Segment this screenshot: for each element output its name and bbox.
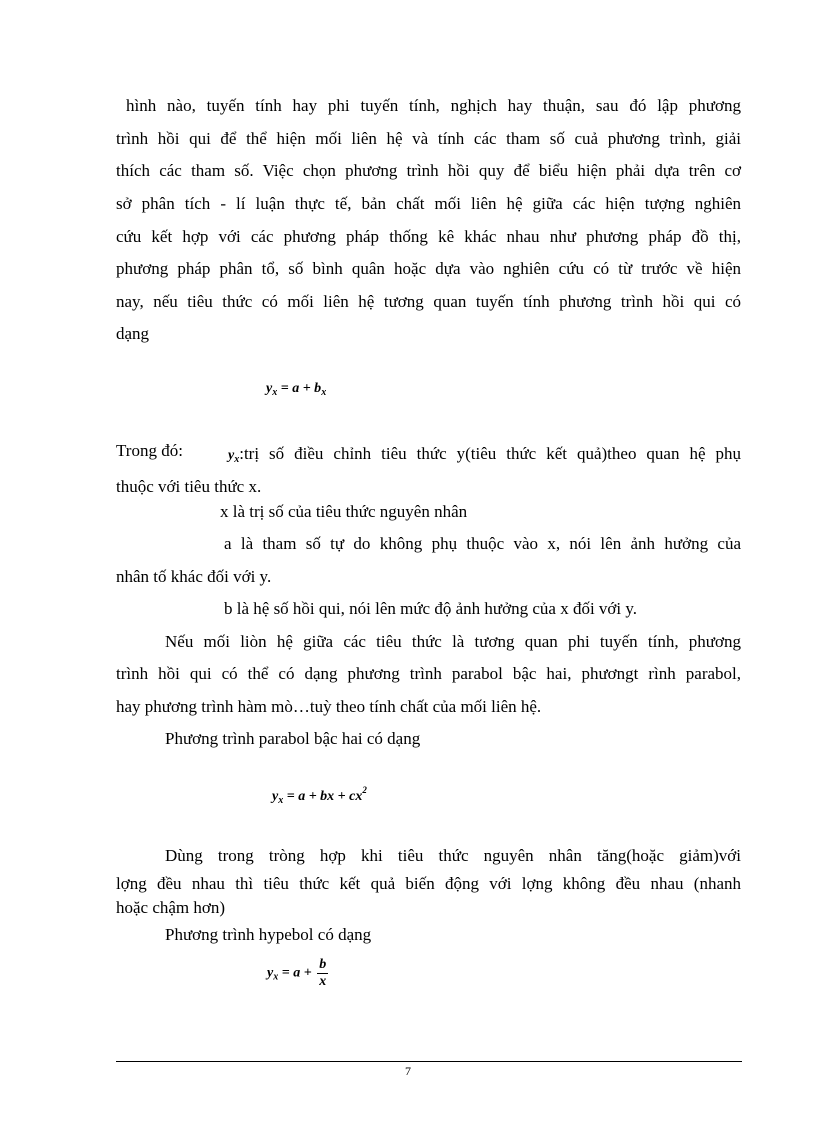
paragraph-line: trình hồi qui để thể hiện mối liên hệ và tính các tham số cuả phương trình, giải bbox=[116, 129, 741, 148]
b-definition: b là hệ số hồi qui, nói lên mức độ ảnh hưởng của x đối với y. bbox=[224, 599, 638, 618]
paragraph-line: hình nào, tuyến tính hay phi tuyến tính, nghịch hay thuận, sau đó lập phương bbox=[126, 96, 741, 115]
paragraph-line: hay phương trình hàm mò…tuỳ theo tính chất của mối liên hệ. bbox=[116, 697, 542, 716]
footer-divider bbox=[116, 1061, 742, 1062]
a-definition: a là tham số tự do không phụ thuộc vào x, nói lên ảnh hưởng của bbox=[224, 534, 741, 553]
paragraph-line: Nếu mối liòn hệ giữa các tiêu thức là tương quan phi tuyến tính, phương bbox=[165, 632, 741, 651]
formula-linear: $y_x = a + b_x$ bbox=[266, 381, 327, 398]
fraction: $\frac{b}{x}$ bbox=[319, 957, 327, 989]
formula-parabol: $y_x = a$ + bx + $cx^2$ bbox=[272, 785, 367, 806]
paragraph-line: phương pháp phân tổ, số bình quân hoặc dựa vào nghiên cứu có từ trước về hiện bbox=[116, 259, 741, 278]
x-definition: x là trị số của tiêu thức nguyên nhân bbox=[220, 502, 468, 521]
paragraph-line: sở phân tích - lí luận thực tế, bản chất mối liên hệ giữa các hiện tượng nghiên bbox=[116, 194, 741, 213]
formula-hypebol: $y_x = a$ + $\frac{b}{x}$ bbox=[267, 957, 327, 989]
page-number: 7 bbox=[405, 1064, 411, 1078]
symbol-yx: $y_x$ bbox=[228, 448, 240, 465]
trong-do-line1: $y_x:trị$ số điều chỉnh tiêu thức y(tiêu thức kết quả)theo quan hệ phụ bbox=[228, 444, 741, 465]
hypebol-intro: Phương trình hypebol có dạng bbox=[165, 925, 372, 944]
paragraph-line: cứu kết hợp với các phương pháp thống kê khác nhau như phương pháp đồ thị, bbox=[116, 227, 741, 246]
paragraph-line: nay, nếu tiêu thức có mối liên hệ tương quan tuyến tính phương trình hồi qui có bbox=[116, 292, 741, 311]
paragraph-line: thích các tham số. Việc chọn phương trình hồi quy để biểu hiện phải dựa trên cơ bbox=[116, 161, 741, 180]
paragraph-line: lợng đều nhau thì tiêu thức kết quả biến động với lợng không đều nhau (nhanh bbox=[116, 874, 741, 893]
paragraph-line: hoặc chậm hơn) bbox=[116, 898, 226, 917]
paragraph-line: trình hồi qui có thể có dạng phương trình parabol bậc hai, phươngt rình parabol, bbox=[116, 664, 741, 683]
trong-do-line2: thuộc với tiêu thức x. bbox=[116, 477, 262, 496]
a-definition-cont: nhân tố khác đối với y. bbox=[116, 567, 272, 586]
parabol-intro: Phương trình parabol bậc hai có dạng bbox=[165, 729, 421, 748]
trong-do-label: Trong đó: bbox=[116, 441, 183, 460]
paragraph-line: Dùng trong tròng hợp khi tiêu thức nguyên nhân tăng(hoặc giảm)với bbox=[165, 846, 741, 865]
paragraph-line: dạng bbox=[116, 324, 150, 343]
